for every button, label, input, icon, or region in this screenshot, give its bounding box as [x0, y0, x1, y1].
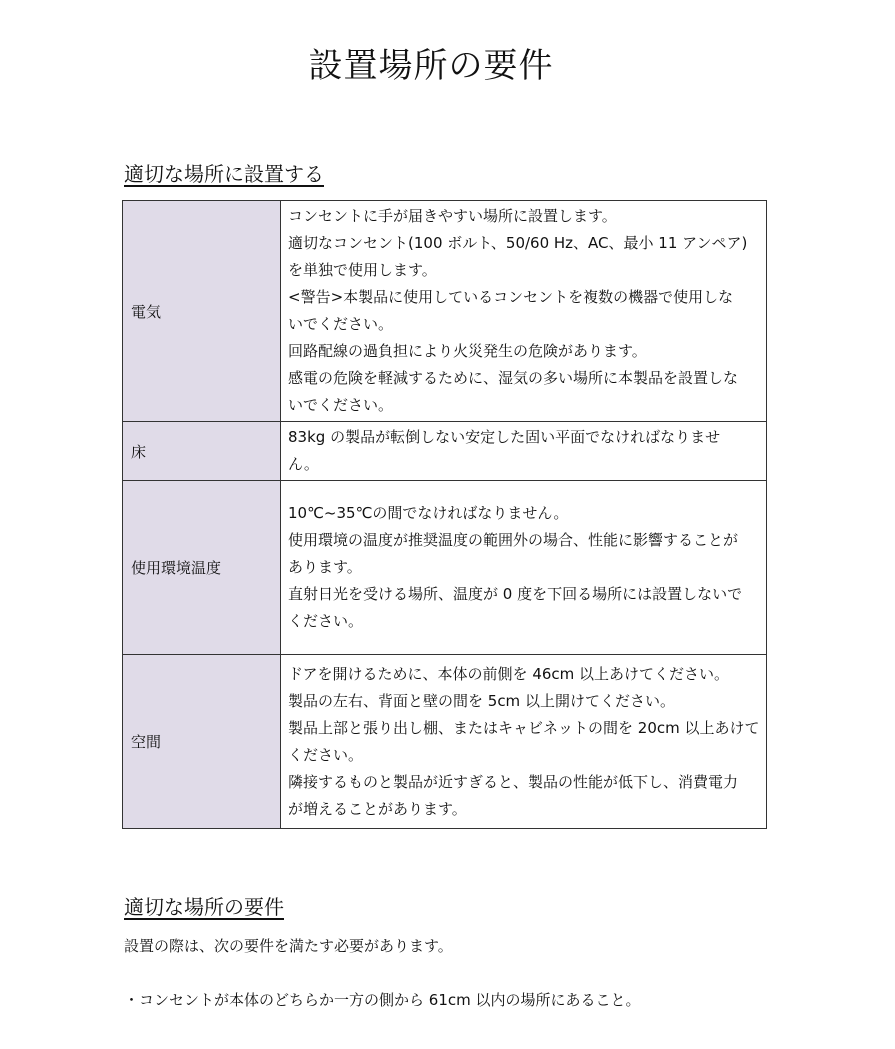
content-line: ん。 [288, 455, 319, 473]
content-line: 使用環境の温度が推奨温度の範囲外の場合、性能に影響することが [288, 531, 739, 549]
content-line: が増えることがあります。 [288, 799, 467, 818]
content-line: コンセントに手が届きやすい場所に設置します。 [288, 207, 617, 225]
content-line: <警告>本製品に使用しているコンセントを複数の機器で使用しな [288, 288, 734, 306]
content-line: いでください。 [288, 396, 394, 414]
row-label-temperature: 使用環境温度 [123, 481, 281, 655]
content-line: を単独で使用します。 [288, 261, 437, 279]
table-row-floor [123, 422, 767, 481]
content-line: 10℃~35℃の間でなければなりません。 [288, 504, 569, 522]
row-label-space: 空間 [123, 655, 281, 829]
row-content-temperature [281, 481, 767, 655]
section-heading-requirements: 適切な場所の要件 [124, 895, 284, 919]
table-row-temperature [123, 481, 767, 655]
requirements-table [122, 200, 767, 829]
content-line: 直射日光を受ける場所、温度が 0 度を下回る場所には設置しないで [288, 585, 743, 603]
content-line: 隣接するものと製品が近すぎると、製品の性能が低下し、消費電力 [288, 772, 739, 791]
requirements-intro: 設置の際は、次の要件を満たす必要があります。 [124, 937, 453, 955]
content-line: 製品の左右、背面と壁の間を 5cm 以上開けてください。 [288, 691, 675, 710]
content-line: あります。 [288, 558, 362, 576]
row-content-electricity [281, 201, 767, 422]
content-line: ください。 [288, 612, 364, 630]
requirement-bullet: ・コンセントが本体のどちらか一方の側から 61cm 以内の場所にあること。 [124, 991, 641, 1009]
row-content-floor [281, 422, 767, 481]
row-label-electricity: 電気 [123, 201, 281, 422]
content-line: 製品上部と張り出し棚、またはキャビネットの間を 20cm 以上あけて [288, 718, 760, 737]
content-line: 感電の危険を軽減するために、湿気の多い場所に本製品を設置しな [288, 369, 739, 387]
content-line: 83kg の製品が転倒しない安定した固い平面でなければなりませ [288, 428, 721, 446]
content-line: いでください。 [288, 315, 394, 333]
content-line: ください。 [288, 745, 364, 764]
content-line: ドアを開けるために、本体の前側を 46cm 以上あけてください。 [288, 664, 730, 683]
table-row-electricity [123, 201, 767, 422]
row-label-floor: 床 [123, 422, 281, 481]
page-title: 設置場所の要件 [308, 46, 554, 86]
row-content-space [281, 655, 767, 829]
section-heading-placement: 適切な場所に設置する [124, 162, 324, 186]
content-line: 回路配線の過負担により火災発生の危険があります。 [288, 342, 647, 360]
content-line: 適切なコンセント(100 ボルト、50/60 Hz、AC、最小 11 アンペア) [288, 234, 748, 252]
table-row-space [123, 655, 767, 829]
